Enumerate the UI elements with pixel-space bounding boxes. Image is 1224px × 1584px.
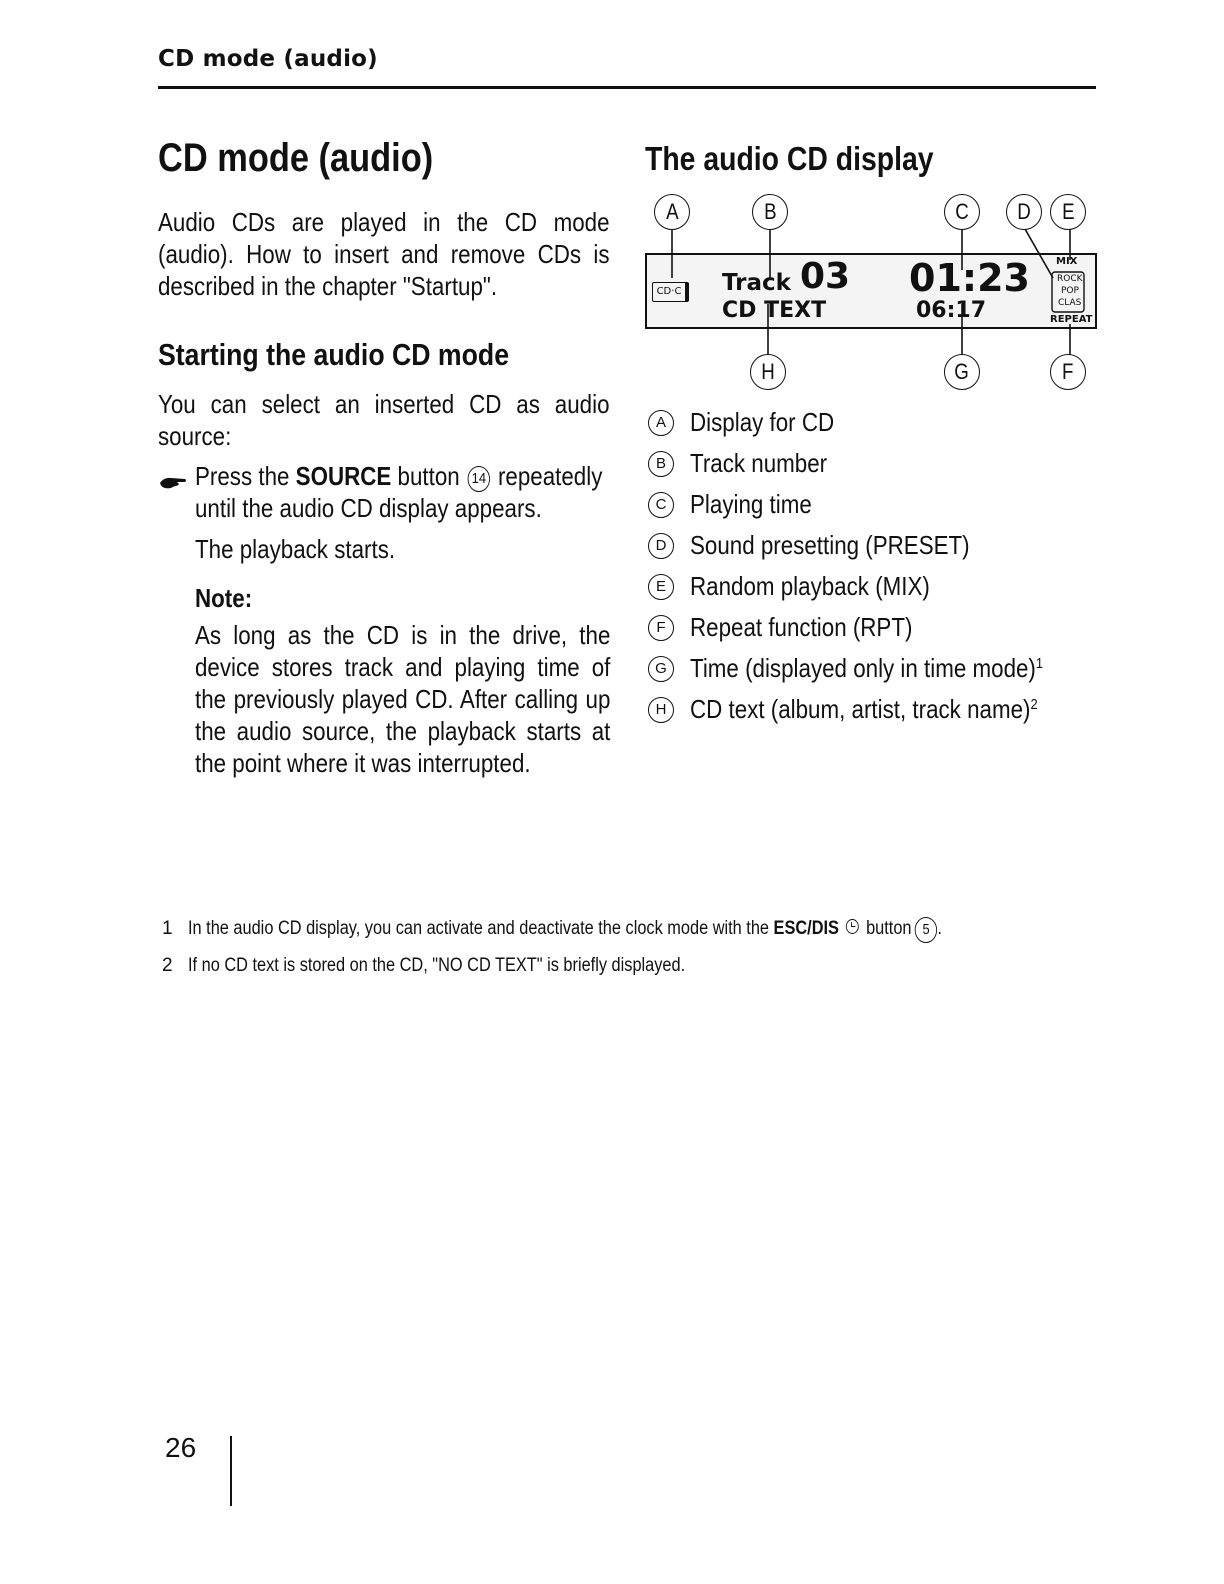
page-title: CD mode (audio) <box>158 136 434 180</box>
page-number: 26 <box>165 1432 197 1463</box>
instruction-step <box>195 460 610 524</box>
legend-key-b: B <box>648 451 674 477</box>
esc-dis-button-label: ESC/DIS <box>773 918 839 939</box>
note-heading: Note: <box>195 583 253 613</box>
legend-text-a: Display for CD <box>690 407 835 437</box>
legend-key-a: A <box>648 410 674 436</box>
legend-key-d: D <box>648 533 674 559</box>
page-number-rule <box>230 1436 232 1506</box>
footnote-number: 2 <box>162 955 173 976</box>
marker-b: B <box>752 194 788 230</box>
step-prefix: Press the <box>195 461 296 491</box>
legend-text-g: Time (displayed only in time mode)$^1$ <box>690 653 1044 683</box>
marker-e: E <box>1050 194 1086 230</box>
legend-text-c: Playing time <box>690 489 812 519</box>
legend-text-f: Repeat function (RPT) <box>690 612 913 642</box>
cd-indicator-icon <box>652 282 689 302</box>
display-section-title: The audio CD display <box>645 140 934 177</box>
legend-key-f: F <box>648 615 674 641</box>
preset-rock: ROCK <box>1057 274 1083 284</box>
marker-h: H <box>750 354 786 390</box>
cd-indicator-label: CD·C <box>656 286 682 297</box>
legend-key-h: H <box>648 697 674 723</box>
playing-time: 01:23 <box>909 256 1030 300</box>
preset-pop: POP <box>1061 286 1079 296</box>
source-button-number: 14 <box>468 466 490 492</box>
footnote-text: If no CD text is stored on the CD, "NO CD TEXT" is briefly displayed. <box>188 955 686 976</box>
result-text: The playback starts. <box>195 534 396 564</box>
footnote-text: In the audio CD display, you can activate and deactivate the clock mode with the ESC/DIS button 5 . <box>188 917 942 943</box>
marker-g: G <box>944 354 980 390</box>
footnote-number: 1 <box>162 918 173 939</box>
step-mid: button <box>391 461 460 491</box>
section-title-starting: Starting the audio CD mode <box>158 337 510 372</box>
legend-key-c: C <box>648 492 674 518</box>
legend-key-g: G <box>648 656 674 682</box>
clock-time: 06:17 <box>916 298 987 323</box>
legend-text-h: CD text (album, artist, track name)$^2$ <box>690 694 1038 724</box>
marker-f: F <box>1050 354 1086 390</box>
marker-a: A <box>654 194 690 230</box>
marker-d: D <box>1006 194 1042 230</box>
track-label: Track <box>722 270 791 296</box>
legend-text-d: Sound presetting (PRESET) <box>690 530 970 560</box>
select-source-text: You can select an inserted CD as audio source: <box>158 389 610 451</box>
running-header: CD mode (audio) <box>158 46 378 72</box>
legend-text-e: Random playback (MIX) <box>690 571 930 601</box>
mix-indicator: MIX <box>1056 256 1078 267</box>
cd-display-figure <box>640 186 1100 396</box>
marker-c: C <box>944 194 980 230</box>
clock-icon <box>846 919 859 934</box>
cd-text-line: CD TEXT <box>722 298 827 323</box>
source-button-label: SOURCE <box>295 461 392 491</box>
step-suffix: repeatedly until the audio CD display appears. <box>195 461 603 523</box>
header-rule <box>158 86 1096 89</box>
intro-paragraph: Audio CDs are played in the CD mode (audio). How to insert and remove CDs is described in the chapter "Startup". <box>158 207 610 301</box>
note-text: As long as the CD is in the drive, the device stores track and playing time of the previously played CD. After calling up the audio source, the playback starts at the point where it was interrupted. <box>195 620 611 778</box>
repeat-indicator: REPEAT <box>1050 314 1093 325</box>
footnote-ref-2: 2 <box>1030 696 1038 713</box>
esc-dis-button-number: 5 <box>915 917 937 943</box>
footnote-ref-1: 1 <box>1035 655 1044 672</box>
legend-key-e: E <box>648 574 674 600</box>
legend-text-b: Track number <box>690 448 828 478</box>
preset-clas: CLAS <box>1058 298 1082 308</box>
pointing-hand-icon <box>158 474 188 490</box>
track-number: 03 <box>800 256 851 297</box>
